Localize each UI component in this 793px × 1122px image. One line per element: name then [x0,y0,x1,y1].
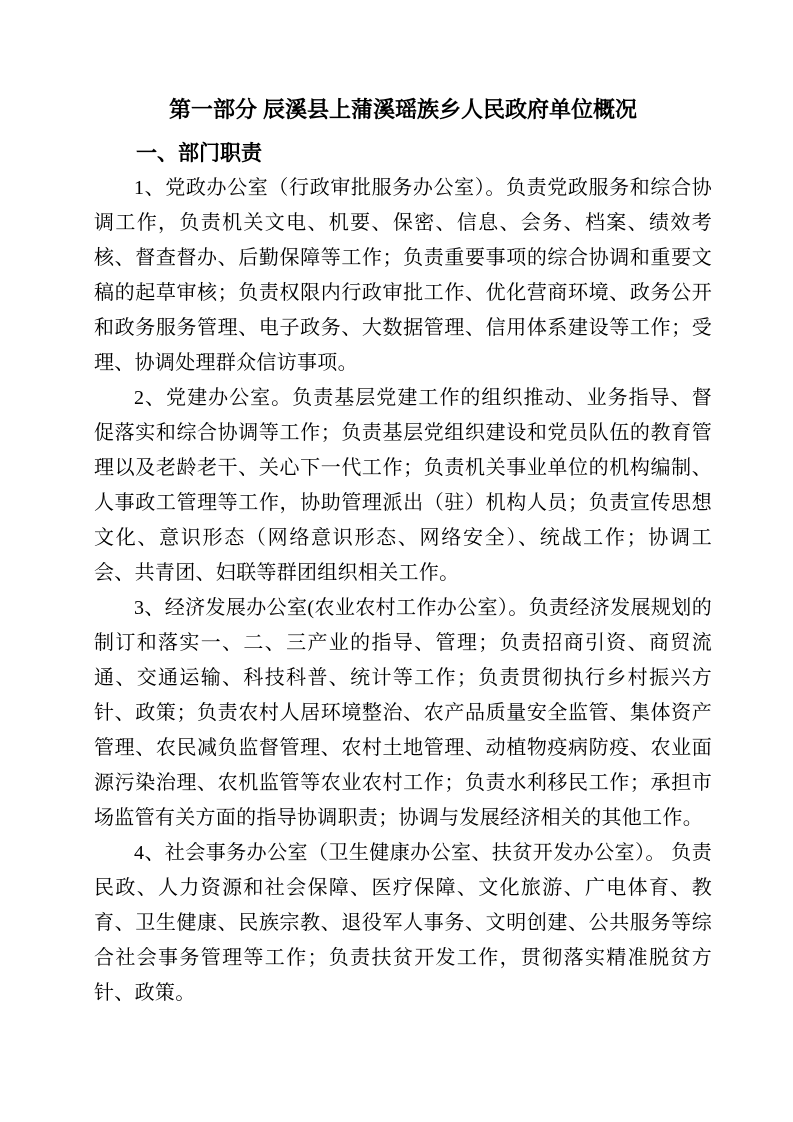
paragraph-jingji-fazhan-office: 3、经济发展办公室(农业农村工作办公室）。负责经济发展规划的制订和落实一、二、三产业的指导、管理；负责招商引资、商贸流通、交通运输、科技科普、统计等工作；负责贯彻执行乡村振兴方针、政策；负责农村人居环境整治、农产品质量安全监管、集体资产管理、农民减负监督管理、农村土地管理、动植物疫病防疫、农业面源污染治理、农机监管等农业农村工作；负责水利移民工作；承担市场监管有关方面的指导协调职责；协调与发展经济相关的其他工作。 [94,597,712,829]
section-heading: 一、部门职责 [136,142,262,165]
document-content [94,90,712,1011]
page-title: 第一部分 辰溪县上蒲溪瑶族乡人民政府单位概况 [168,97,638,122]
paragraph-dangzheng-office: 1、党政办公室（行政审批服务办公室）。负责党政服务和综合协调工作，负责机关文电、机要、保密、信息、会务、档案、绩效考核、督查督办、后勤保障等工作；负责重要事项的综合协调和重要文稿的起草审核；负责权限内行政审批工作、优化营商环境、政务公开和政务服务管理、电子政务、大数据管理、信用体系建设等工作；受理、协调处理群众信访事项。 [94,177,712,374]
paragraph-dangjian-office: 2、党建办公室。负责基层党建工作的组织推动、业务指导、督促落实和综合协调等工作；负责基层党组织建设和党员队伍的教育管理以及老龄老干、关心下一代工作；负责机关事业单位的机构编制、人事政工管理等工作，协助管理派出（驻）机构人员；负责宣传思想文化、意识形态（网络意识形态、网络安全）、统战工作；协调工会、共青团、妇联等群团组织相关工作。 [94,387,712,584]
paragraph-shehui-shiwu-office: 4、社会事务办公室（卫生健康办公室、扶贫开发办公室）。 负责民政、人力资源和社会保障、医疗保障、文化旅游、广电体育、教育、卫生健康、民族宗教、退役军人事务、文明创建、公共服务等综合社会事务管理等工作；负责扶贫开发工作，贯彻落实精准脱贫方针、政策。 [94,842,712,1004]
